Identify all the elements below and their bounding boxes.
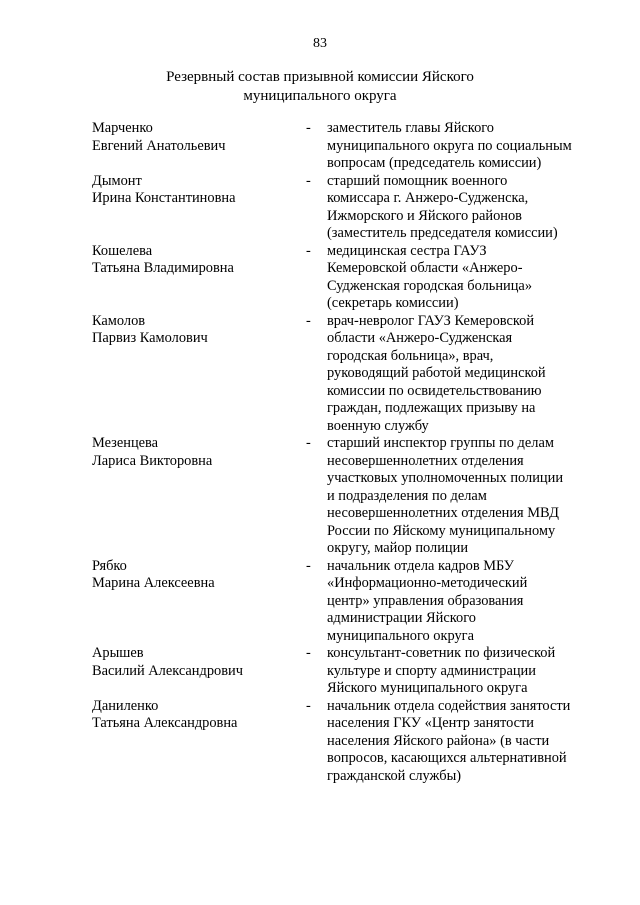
role-line: Ижморского и Яйского районов (327, 207, 522, 224)
role-line: и подразделения по делам (327, 487, 487, 504)
member-entry (0, 645, 640, 698)
role-line: несовершеннолетних отделения МВД (327, 505, 559, 521)
separator-dash: - (306, 172, 311, 189)
role-line: населения Яйского района» (в части (327, 732, 550, 749)
role-line: центр» управления образования (327, 592, 524, 609)
member-entry (0, 173, 640, 243)
role-line: военную службу (327, 417, 429, 434)
member-given-names: Ирина Константиновна (92, 190, 236, 206)
member-entry (0, 558, 640, 646)
role-line: комиссии по освидетельствованию (327, 382, 542, 399)
role-line: Яйского муниципального округа (327, 680, 528, 696)
member-name (92, 243, 292, 278)
member-entry (0, 120, 640, 173)
member-surname: Мезенцева (92, 435, 159, 451)
role-line: врач-невролог ГАУЗ Кемеровской (327, 312, 535, 329)
member-given-names: Евгений Анатольевич (92, 137, 226, 154)
role-line: заместитель главы Яйского (327, 120, 495, 136)
member-given-names: Парвиз Камолович (92, 330, 208, 346)
separator-dash: - (306, 435, 311, 451)
member-role (327, 645, 572, 698)
page-number: 83 (313, 36, 327, 51)
role-line: вопросам (председатель комиссии) (327, 155, 542, 171)
role-line: муниципального округа по социальным (327, 137, 572, 154)
separator-dash: - (306, 697, 311, 714)
member-given-names: Василий Александрович (92, 662, 243, 679)
member-entry (0, 698, 640, 786)
role-line: медицинская сестра ГАУЗ (327, 242, 487, 259)
role-line: (секретарь комиссии) (327, 295, 459, 311)
member-name (92, 173, 292, 208)
member-surname: Марченко (92, 120, 153, 136)
member-entry (0, 313, 640, 436)
role-line: старший помощник военного (327, 172, 508, 189)
role-line: населения ГКУ «Центр занятости (327, 715, 534, 731)
role-line: старший инспектор группы по делам (327, 435, 554, 451)
role-line: городская больница», врач, (327, 347, 494, 364)
member-surname: Даниленко (92, 697, 159, 714)
role-line: культуре и спорту администрации (327, 662, 536, 679)
member-role (327, 313, 572, 436)
member-entry (0, 243, 640, 313)
member-surname: Рябко (92, 557, 127, 574)
role-line: Кемеровской области «Анжеро- (327, 260, 523, 276)
member-name (92, 558, 292, 593)
role-line: несовершеннолетних отделения (327, 452, 524, 469)
role-line: «Информационно-методический (327, 575, 528, 591)
member-role (327, 435, 572, 558)
member-role (327, 698, 572, 786)
separator-dash: - (306, 120, 311, 136)
member-role (327, 120, 572, 173)
role-line: консультант-советник по физической (327, 645, 556, 661)
member-entry (0, 435, 640, 558)
member-surname: Арышев (92, 645, 144, 661)
member-role (327, 558, 572, 646)
title-line: муниципального округа (243, 88, 397, 104)
member-given-names: Лариса Викторовна (92, 452, 213, 469)
role-line: гражданской службы) (327, 767, 462, 784)
member-name (92, 313, 292, 348)
role-line: начальник отдела содействия занятости (327, 697, 571, 714)
separator-dash: - (306, 242, 311, 259)
role-line: Судженская городская больница» (327, 277, 533, 294)
role-line: вопросов, касающихся альтернативной (327, 750, 567, 766)
separator-dash: - (306, 645, 311, 661)
member-given-names: Татьяна Александровна (92, 715, 238, 731)
role-line: (заместитель председателя комиссии) (327, 225, 558, 241)
member-role (327, 173, 572, 243)
role-line: граждан, подлежащих призыву на (327, 400, 536, 416)
role-line: области «Анжеро-Судженская (327, 330, 513, 346)
member-surname: Кошелева (92, 242, 153, 259)
role-line: комиссара г. Анжеро-Судженска, (327, 190, 529, 206)
separator-dash: - (306, 312, 311, 329)
member-role (327, 243, 572, 313)
member-list (0, 120, 640, 785)
member-surname: Камолов (92, 312, 146, 329)
member-name (92, 120, 292, 155)
member-given-names: Марина Алексеевна (92, 575, 215, 591)
role-line: России по Яйскому муниципальному (327, 522, 556, 539)
title-line: Резервный состав призывной комиссии Яйского (166, 69, 474, 85)
member-name (92, 645, 292, 680)
role-line: участковых уполномоченных полиции (327, 470, 564, 486)
document-title (150, 68, 490, 106)
separator-dash: - (306, 557, 311, 574)
member-surname: Дымонт (92, 172, 142, 189)
member-name (92, 435, 292, 470)
role-line: администрации Яйского (327, 610, 476, 626)
role-line: муниципального округа (327, 627, 474, 644)
member-given-names: Татьяна Владимировна (92, 260, 234, 276)
role-line: округу, майор полиции (327, 540, 469, 556)
role-line: начальник отдела кадров МБУ (327, 557, 514, 574)
role-line: руководящий работой медицинской (327, 365, 546, 381)
member-name (92, 698, 292, 733)
